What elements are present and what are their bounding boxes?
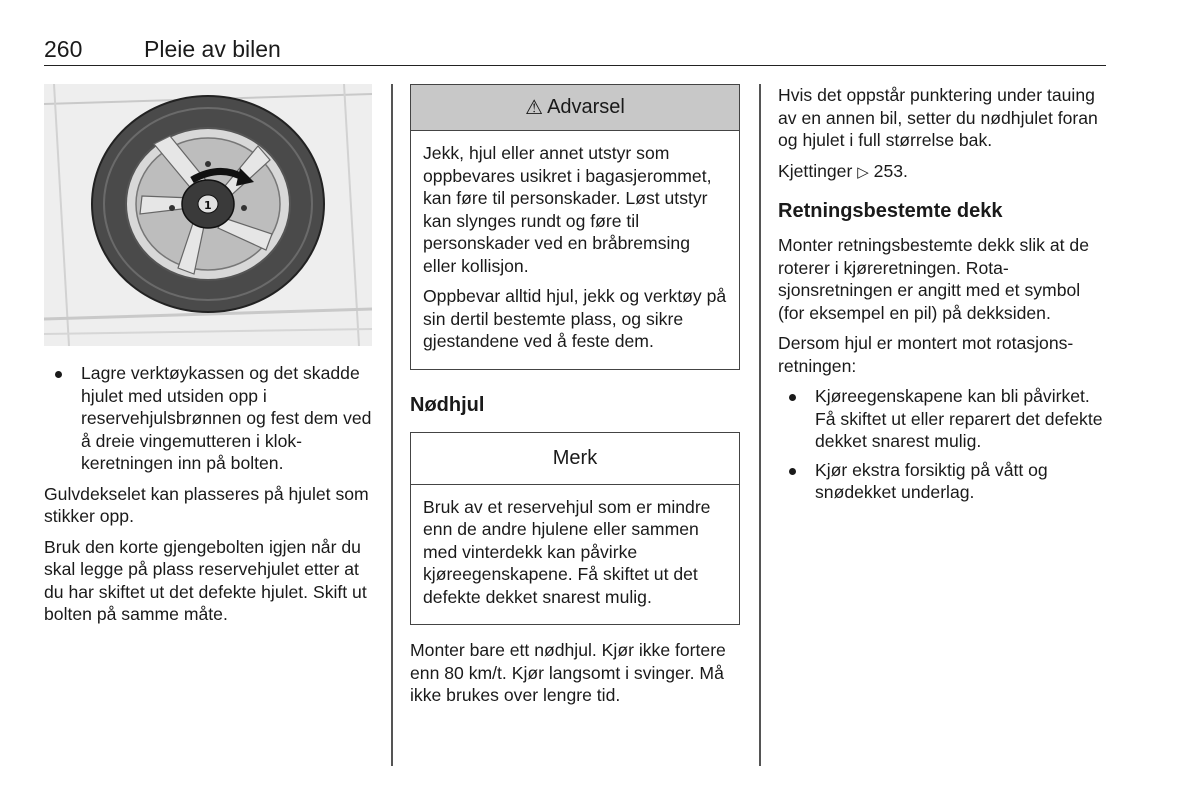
note-title: Merk xyxy=(552,446,598,469)
note-header xyxy=(411,433,739,485)
page-number: 260 xyxy=(44,36,83,62)
warning-box xyxy=(410,84,740,370)
page-header xyxy=(44,36,1106,66)
note-body xyxy=(411,485,739,625)
list-item xyxy=(44,362,374,475)
spare-wheel-illustration xyxy=(44,84,372,346)
section-heading: Nødhjul xyxy=(410,393,485,416)
section-heading: Retningsbestemte dekk xyxy=(778,200,1003,222)
column-right xyxy=(778,84,1108,512)
bullet-text: Lagre verktøykassen og det skadde hjulet med utsiden opp i reservehjulsbrønnen og fest dem ved å dreie vingemutteren i klokkeretningen inn på bolten. xyxy=(81,363,372,473)
paragraph: Gulvdekselet kan plasseres på hjulet som stikker opp. xyxy=(44,483,369,526)
cross-reference[interactable] xyxy=(778,160,1108,185)
list-item xyxy=(778,385,1108,453)
paragraph: Bruk av et reservehjul som er mindre enn de andre hjulene eller sammen med vinterdekk kan påvirke kjøreegenskapene. Få skiftet ut det defekte dekket snarest mulig. xyxy=(423,496,711,607)
warning-header xyxy=(411,85,739,131)
reference-page[interactable]: 253. xyxy=(873,160,908,181)
bullet-list xyxy=(44,362,374,475)
note-box xyxy=(410,432,740,626)
warning-body xyxy=(411,131,739,369)
bullet-icon xyxy=(55,371,62,378)
reference-text: Kjettinger xyxy=(778,160,853,181)
paragraph: Monter retningsbestemte dekk slik at de roterer i kjøreretningen. Rotasjonsretningen er angitt med et symbol (for eksempel en pil) på dekksiden. xyxy=(778,235,1089,323)
column-left xyxy=(44,84,374,634)
list-item xyxy=(778,459,1108,504)
column-divider xyxy=(759,84,761,766)
paragraph: Bruk den korte gjengebolten igjen når du skal legge på plass reservehjulet etter at du har skiftet ut det defekte hjulet. Skift ut bolten på samme måte. xyxy=(44,536,367,624)
warning-title: Advarsel xyxy=(547,96,625,118)
paragraph: Monter bare ett nødhjul. Kjør ikke fortere enn 80 km/t. Kjør langsomt i svinger. Må ikke brukes over lengre tid. xyxy=(410,640,726,705)
paragraph: Dersom hjul er montert mot rotasjonsretningen: xyxy=(778,333,1074,376)
section-title: Pleie av bilen xyxy=(144,36,281,62)
bullet-icon xyxy=(789,394,796,401)
bullet-text: Kjøreegenskapene kan bli påvirket. Få skiftet ut eller reparert det defekte dekket snarest mulig. xyxy=(815,386,1103,451)
paragraph: Jekk, hjul eller annet utstyr som oppbevares usikret i bagasjerommet, kan føre til personskader. Løst utstyr kan slynges rundt og føre til personskader ved en bråbremsing eller kollisjon. xyxy=(423,143,712,276)
column-middle xyxy=(410,84,740,715)
bullet-icon xyxy=(789,468,796,475)
bullet-text: Kjør ekstra forsiktig på vått og snødekket underlag. xyxy=(815,459,1048,502)
spare-wheel-drawing xyxy=(44,84,372,346)
bullet-list xyxy=(778,385,1108,504)
warning-triangle-icon: ⚠ xyxy=(525,97,544,119)
paragraph: Oppbevar alltid hjul, jekk og verktøy på sin dertil bestemte plass, og sikre gjestandene ved å feste dem. xyxy=(423,286,727,351)
column-divider xyxy=(391,84,393,766)
paragraph: Hvis det oppstår punktering under tauing av en annen bil, setter du nødhjulet foran og hjulet i full størrelse bak. xyxy=(778,85,1098,150)
svg-text:1: 1 xyxy=(204,199,212,212)
arrow-right-outline-icon: ▷ xyxy=(857,163,869,181)
